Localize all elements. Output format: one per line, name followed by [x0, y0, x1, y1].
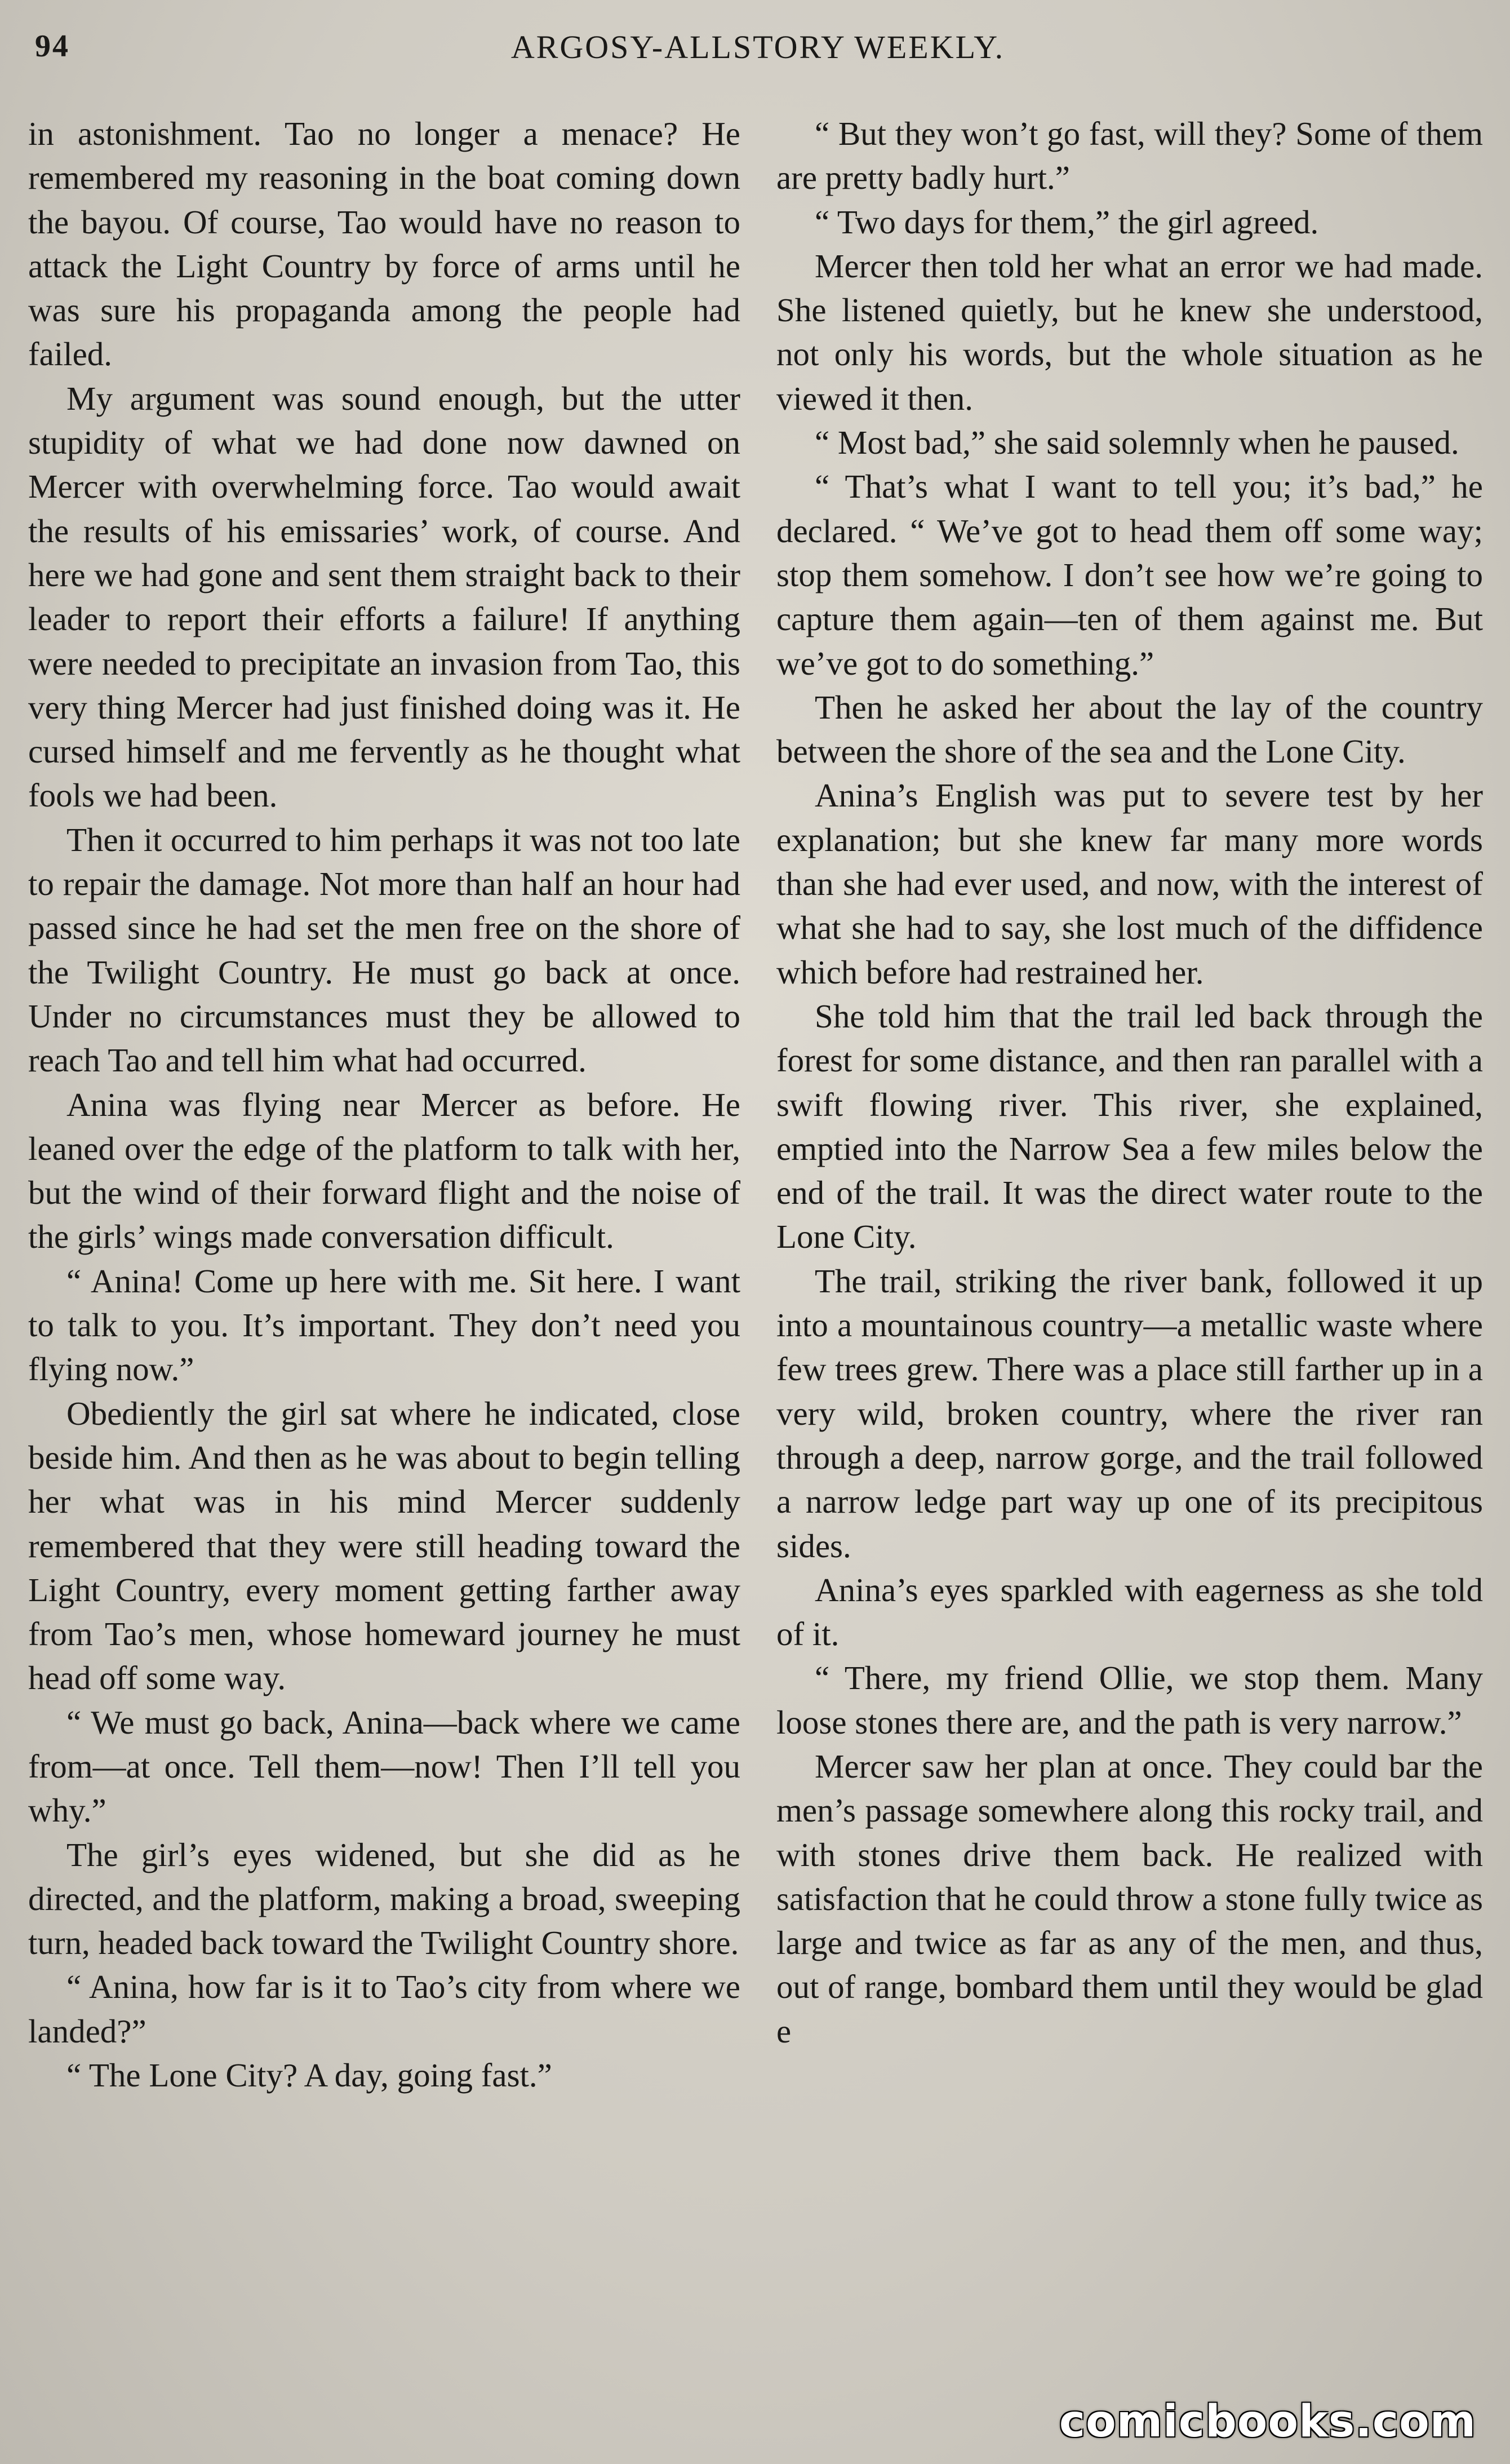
page-number: 94 — [35, 29, 70, 64]
paragraph: in astonishment. Tao no longer a menace? He remembered my reasoning in the boat coming down the bayou. Of course, Tao would have no reason to attack the Light Country by force of arms until he was sure his propaganda among the people had failed. — [28, 115, 740, 373]
paragraph: “ Most bad,” she said solemnly when he paused. — [815, 424, 1459, 462]
paragraph: “ Anina! Come up here with me. Sit here. I want to talk to you. It’s important. They don’t need you flying now.” — [28, 1262, 740, 1388]
paragraph: “ But they won’t go fast, will they? Some of them are pretty badly hurt.” — [776, 115, 1483, 197]
paragraph: Anina was flying near Mercer as before. He leaned over the edge of the platform to talk with her, but the wind of their forward flight and the noise of the girls’ wings made conversation difficult. — [28, 1085, 740, 1256]
left-column — [28, 112, 740, 2097]
paragraph: She told him that the trail led back through the forest for some distance, and then ran parallel with a swift flowing river. This river, she explained, emptied into the Narrow Sea a few miles below the end of the trail. It was the direct water route to the Lone City. — [776, 997, 1483, 1256]
paragraph: “ That’s what I want to tell you; it’s bad,” he declared. “ We’ve got to head them off some way; stop them somehow. I don’t see how we’re going to capture them again—ten of them against me. But we’ve got to do something.” — [776, 468, 1483, 682]
watermark: comicbooks.com — [1059, 2396, 1476, 2447]
paragraph: Obediently the girl sat where he indicated, close beside him. And then as he was about to begin telling her what was in his mind Mercer suddenly remembered that they were still heading toward the Light Country, every moment getting farther away from Tao’s men, whose homeward journey he must head off some way. — [28, 1394, 740, 1697]
paragraph: The girl’s eyes widened, but she did as he directed, and the platform, making a broad, sweeping turn, headed back toward the Twilight Country shore. — [28, 1836, 740, 1962]
page-header — [28, 23, 1487, 68]
paragraph: Mercer saw her plan at once. They could bar the men’s passage somewhere along this rocky trail, and with stones drive them back. He realized with satisfaction that he could throw a stone fully twice as large and twice as far as any of the men, and thus, out of range, bombard them until they would be glad e — [776, 1747, 1483, 2050]
paragraph: Anina’s eyes sparkled with eagerness as she told of it. — [776, 1571, 1483, 1653]
paragraph: Anina’s English was put to severe test by her explanation; but she knew far many more words than she had ever used, and now, with the interest of what she had to say, she lost much of the diffidence which before had restrained her. — [776, 777, 1483, 991]
paragraph: “ There, my friend Ollie, we stop them. Many loose stones there are, and the path is very narrow.” — [776, 1659, 1483, 1741]
paragraph: Mercer then told her what an error we had made. She listened quietly, but he knew she understood, not only his words, but the whole situation as he viewed it then. — [776, 247, 1483, 417]
paragraph: Then it occurred to him perhaps it was not too late to repair the damage. Not more than half an hour had passed since he had set the men free on the shore of the Twilight Country. He must go back at once. Under no circumstances must they be allowed to reach Tao and tell him what had occurred. — [28, 821, 740, 1079]
paragraph: The trail, striking the river bank, followed it up into a mountainous country—a metallic waste where few trees grew. There was a place still farther up in a very wild, broken country, where the river ran through a deep, narrow gorge, and the trail followed a narrow ledge part way up one of its precipitous sides. — [776, 1262, 1483, 1565]
paragraph: “ Two days for them,” the girl agreed. — [815, 203, 1319, 241]
paragraph: “ The Lone City? A day, going fast.” — [66, 2057, 552, 2094]
paragraph: My argument was sound enough, but the utter stupidity of what we had done now dawned on Mercer with overwhelming force. Tao would await the results of his emissaries’ work, of course. And here we had gone and sent them straight back to their leader to report their efforts a failure! If anything were needed to precipitate an invasion from Tao, this very thing Mercer had just finished doing was it. He cursed himself and me fervently as he thought what fools we had been. — [28, 379, 740, 814]
paragraph: “ We must go back, Anina—back where we came from—at once. Tell them—now! Then I’ll tell you why.” — [28, 1703, 740, 1829]
paragraph: “ Anina, how far is it to Tao’s city from where we landed?” — [28, 1968, 740, 2050]
paragraph: Then he asked her about the lay of the country between the shore of the sea and the Lone City. — [776, 688, 1483, 770]
running-head: ARGOSY-ALLSTORY WEEKLY. — [510, 29, 1005, 65]
right-column — [776, 112, 1483, 2053]
